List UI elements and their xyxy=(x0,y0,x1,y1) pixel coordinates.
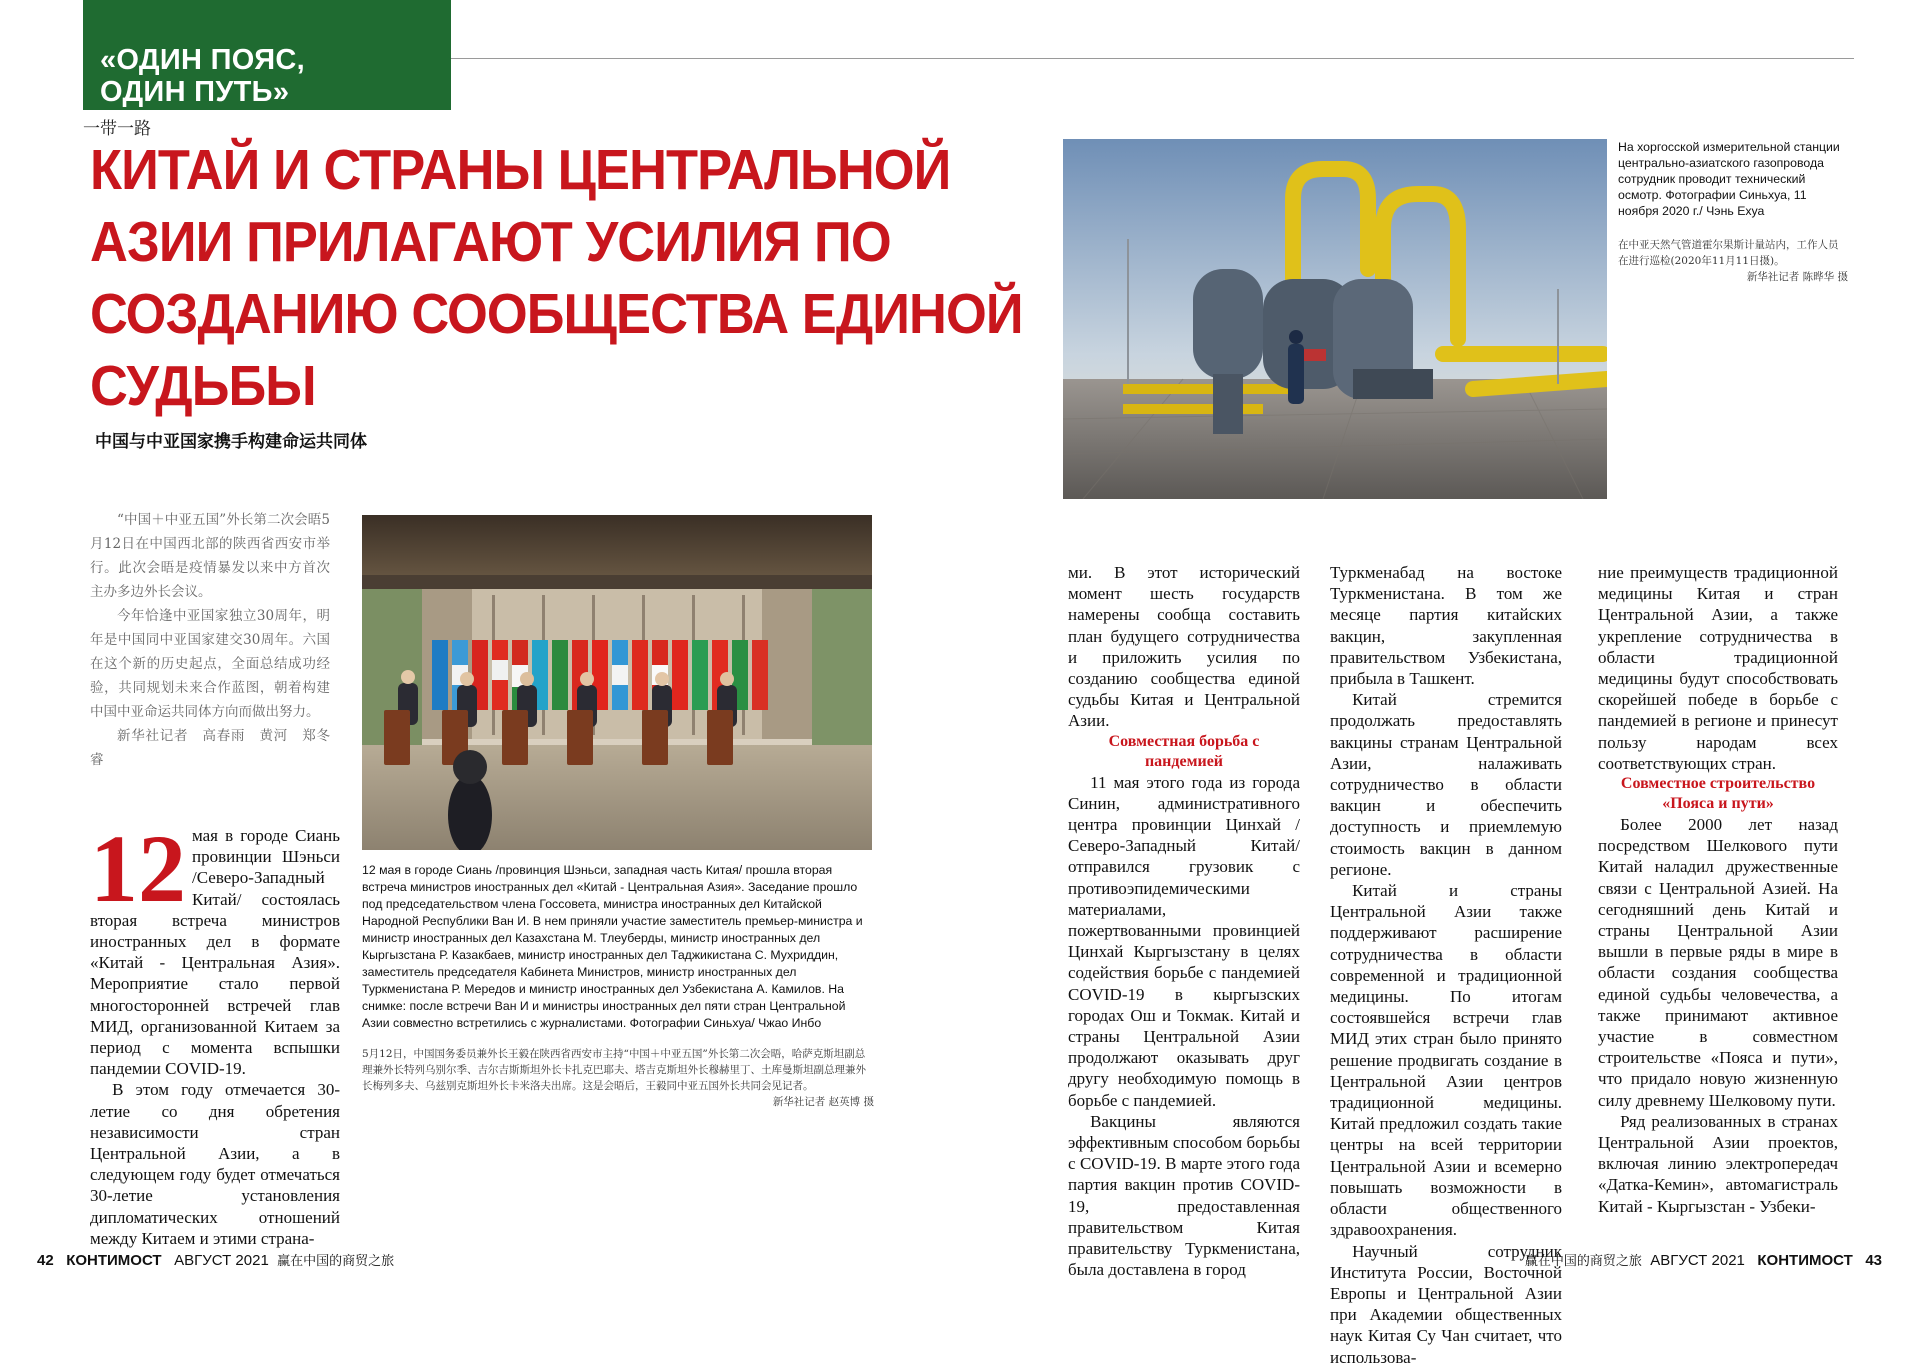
photo-caption-left: 12 мая в городе Сиань /провинция Шэньси, западная часть Китая/ прошла вторая встреча министров иностранных дел «Китай - Центральная Азия». Заседание прошло под председательством члена Госсовета, министра иностранных дел Китайской Народной Республики Ван И. В нем приняли участие заместитель премьер-министра и министр иностранных дел Казахстана М. Тлеуберды, министр иностранных дел Кыргызстана Р. Казакбаев, министр иностранных дел Таджикистана С. Мухриддин, заместитель председателя Кабинета Министров, министр иностранных дел Туркменистана Р. Мередов и министр иностранных дел Узбекистана А. Камилов. На снимке: после встречи Ван И и министры иностранных дел пяти стран Центральной Азии совместно встретились с журналистами. Фотографии Синьхуа/ Чжао Инбо xyxy=(362,863,863,1030)
page-number-right: 43 xyxy=(1865,1252,1882,1269)
gas-pipeline-station-photo xyxy=(1063,139,1607,499)
magazine-name-right: КОНТИМОСТ xyxy=(1757,1252,1853,1269)
article-column-2: ми. В этот исторический момент шесть государств намерены сообща составить план будущего сотрудничества и приложить усилия по созданию сообщества единой судьбы Китая и Центральной Азии. Совместная борьба с пандемией 11 мая этого года из города Синин, административного центра провинции Цинхай /Северо-Западный Китай/ отправился грузовик с противоэпидемическими материалами, пожертвованными провинцией Цинхай Кыргызстану в целях содействия борьбе с пандемией COVID-19 в кыргызских городах Ош и Токмак. Китай и страны Центральной Азии продолжают оказывать друг другу необходимую помощь в борьбе с пандемией. Вакцины являются эффективным способом борьбы с COVID-19. В марте этого года партия вакцин против COVID-19, предоставленная правительством Китая правительству Туркменистана, была доставлена в город xyxy=(1068,563,1300,1280)
footer-right xyxy=(1525,1250,1882,1269)
photo-caption-right-zh: 在中亚天然气管道霍尔果斯计量站内，工作人员在进行巡检(2020年11月11日摄)。 新华社记者 陈晔华 摄 xyxy=(1618,239,1848,283)
article-column-1: 12 мая в городе Сиань провинции Шэньси /Северо-Западный Китай/ состоялась вторая встреча министров иностранных дел в формате «Китай - Центральная Азия». Мероприятие стало первой многосторонней встречей глав МИД, организованной Китаем за период с момента вспышки пандемии COVID-19. В этом году отмечается 30-летие со дня обретения независимости стран Центральной Азии, а в следующем году будет отмечаться 30-летие установления дипломатических отношений между Китаем и этими страна- xyxy=(90,815,340,1248)
tagline-right: 赢在中国的商贸之旅 xyxy=(1524,1254,1642,1269)
headline-zh: 中国与中亚国家携手构建命运共同体 xyxy=(95,432,367,452)
subhead-belt-road: Совместное строительство «Пояса и пути» xyxy=(1620,775,1816,813)
issue-date-right: АВГУСТ 2021 xyxy=(1650,1252,1745,1269)
subhead-pandemic: Совместная борьба с пандемией xyxy=(1108,732,1260,770)
drop-cap: 12 xyxy=(90,815,186,922)
rubric-title: «ОДИН ПОЯС, ОДИН ПУТЬ» xyxy=(100,44,305,108)
article-column-4: ние преимуществ традиционной медицины Китая и стран Центральной Азии, а также укрепление сотрудничества в области традиционной медицины будут способствовать скорейшей победе в борьбе с пандемией в регионе и принесут пользу народам всех соответствующих стран. Совместное строительство «Пояса и пути» Более 2000 лет назад посредством Шелкового пути Китай наладил дружественные связи с Центральной Азией. На сегодняшний день Китай и страны Центральной Азии вышли в первые ряды в мире в области создания сообщества единой судьбы человечества, а также принимают активное участие в совместном строительстве «Пояса и пути», что придало новую жизненную силу древнему Шелковому пути. Ряд реализованных в странах Центральной Азии проектов, включая линию электропередач «Датка-Кемин», автомагистраль Китай - Кыргызстан - Узбеки- xyxy=(1598,563,1838,1216)
footer-left xyxy=(37,1250,394,1269)
rubric-zh: 一带一路 xyxy=(83,119,151,139)
article-headline: КИТАЙ И СТРАНЫ ЦЕНТРАЛЬНОЙ АЗИИ ПРИЛАГАЮТ УСИЛИЯ ПО СОЗДАНИЮ СООБЩЕСТВА ЕДИНОЙ СУДЬБЫ xyxy=(90,138,1023,418)
intro-zh: “中国＋中亚五国”外长第二次会晤5月12日在中国西北部的陕西省西安市举行。此次会晤是疫情暴发以来中方首次主办多边外长会议。 今年恰逢中亚国家独立30周年，明年是中国同中亚国家建交30周年。六国在这个新的历史起点，全面总结成功经验，共同规划未来合作蓝图，朝着构建中国中亚命运共同体方向而做出努力。 新华社记者 高春雨 黄河 郑冬睿 xyxy=(90,512,330,768)
article-column-3: Туркменабад на востоке Туркменистана. В том же месяце партия китайских вакцин, закупленная правительством Узбекистана, прибыла в Ташкент. Китай стремится продолжать предоставлять вакцины странам Центральной Азии, налаживать сотрудничество в области вакцин и обеспечить доступность и приемлемую стоимость вакцин в данном регионе. Китай и страны Центральной Азии также поддерживают расширение сотрудничества в области современной и традиционной медицины. По итогам состоявшейся встречи глав МИД этих стран было принято решение продвигать создание в Центральной Азии центров традиционной медицины. Китай предложил создать такие центры на всей территории Центральной Азии и всемерно повышать возможности в области общественного здравоохранения. Научный сотрудник Института России, Восточной Европы и Центральной Азии при Академии общественных наук Китая Су Чан считает, что использова- xyxy=(1330,563,1562,1367)
photo-caption-left-zh: 5月12日，中国国务委员兼外长王毅在陕西省西安市主持“中国＋中亚五国”外长第二次会晤，哈萨克斯坦副总理兼外长特列乌别尔季、吉尔吉斯斯坦外长卡扎克巴耶夫、塔吉克斯坦外长穆赫里丁、土库曼斯坦副总理兼外长梅列多夫、乌兹别克斯坦外长卡米洛夫出席。这是会晤后，王毅同中亚五国外长共同会见记者。 新华社记者 赵英博 摄 xyxy=(362,1048,874,1108)
press-conference-photo xyxy=(362,515,872,850)
page-number-left: 42 xyxy=(37,1252,54,1269)
magazine-name-left: КОНТИМОСТ xyxy=(66,1252,162,1269)
issue-date-left: АВГУСТ 2021 xyxy=(174,1252,269,1269)
header-rule xyxy=(451,58,1854,59)
tagline-left: 赢在中国的商贸之旅 xyxy=(277,1254,395,1269)
section-rubric xyxy=(83,0,451,110)
photo-caption-right: На хоргосской измерительной станции центрально-азиатского газопровода сотрудник проводит технический осмотр. Фотографии Синьхуа, 11 ноября 2020 г./ Чэнь Ехуа xyxy=(1618,140,1840,218)
